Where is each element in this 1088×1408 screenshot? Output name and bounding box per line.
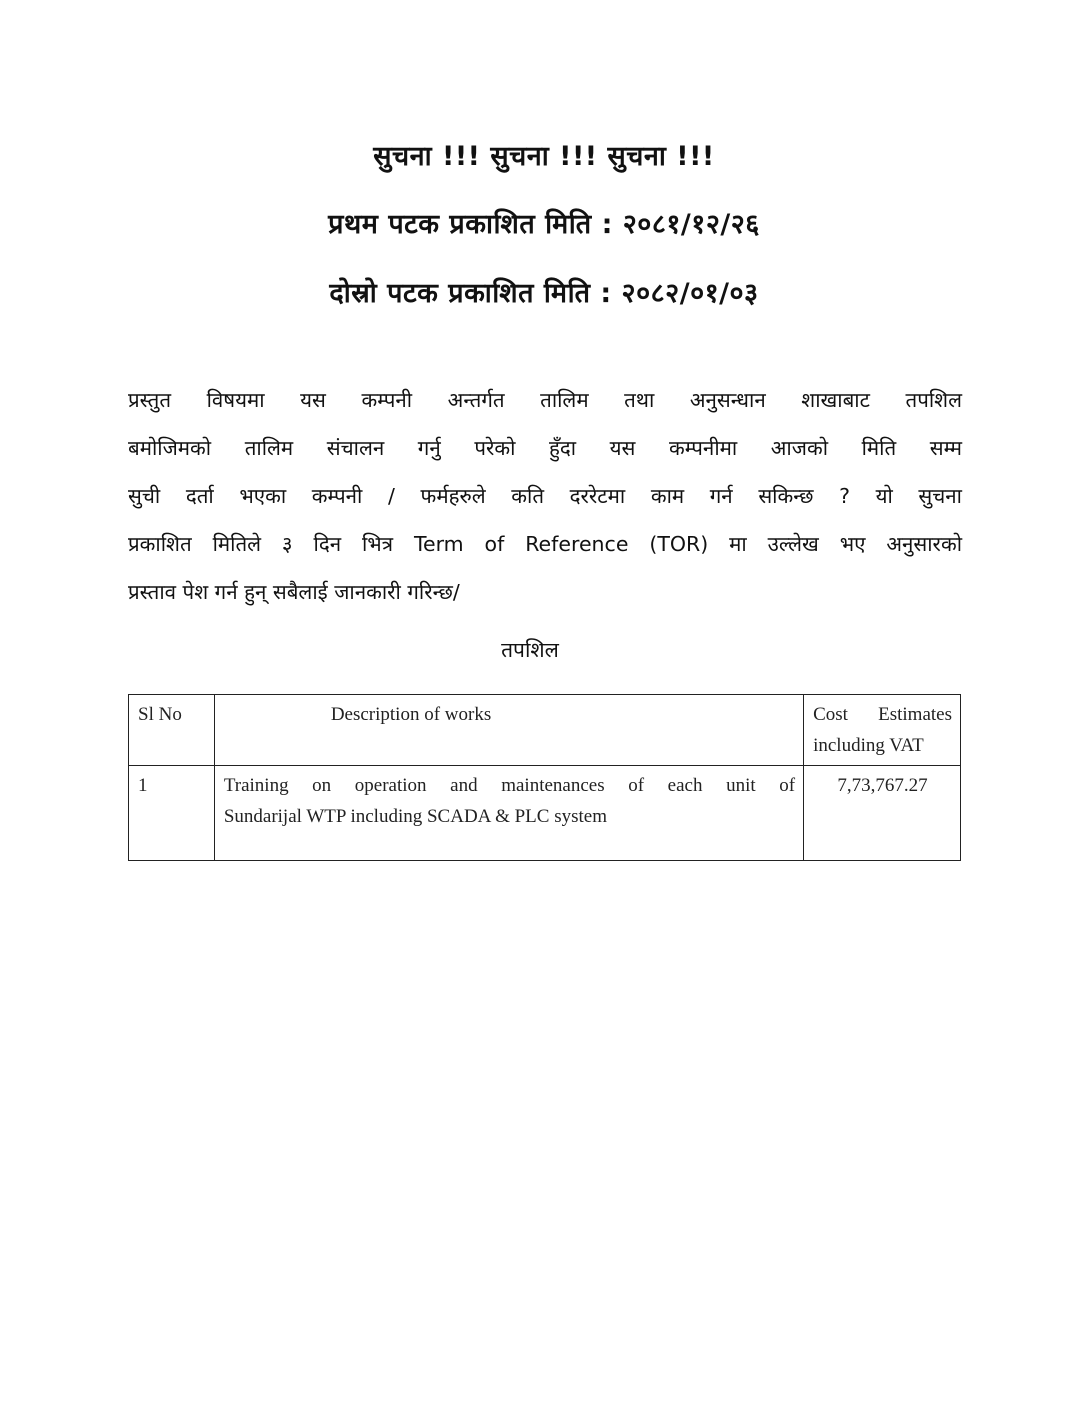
- body-line: प्रकाशित मितिले ३ दिन भित्र Term of Reference (TOR) मा उल्लेख भए अनुसारको: [128, 532, 962, 556]
- notice-heading: सुचना !!! सुचना !!! सुचना !!!: [373, 141, 715, 172]
- header-sl-no: Sl No: [129, 695, 215, 766]
- row-description: [214, 766, 803, 861]
- row-sl-no: 1: [129, 766, 215, 861]
- table-row: [129, 766, 961, 861]
- annex-title: तपशिल: [501, 638, 559, 662]
- row-description-line2: Sundarijal WTP including SCADA & PLC system: [223, 806, 607, 827]
- header-cost: [804, 695, 961, 766]
- table-header-row: [129, 695, 961, 766]
- header-cost-line1: Cost Estimates: [813, 704, 952, 725]
- row-cost: 7,73,767.27: [804, 766, 961, 861]
- body-line: बमोजिमको तालिम संचालन गर्नु परेको हुँदा यस कम्पनीमा आजको मिति सम्म: [128, 436, 962, 460]
- body-line: प्रस्ताव पेश गर्न हुन् सबैलाई जानकारी गरिन्छ/: [128, 580, 460, 604]
- header-description: Description of works: [214, 695, 803, 766]
- body-line: सुची दर्ता भएका कम्पनी / फर्महरुले कति दररेटमा काम गर्न सकिन्छ ? यो सुचना: [128, 484, 962, 508]
- first-published-date: प्रथम पटक प्रकाशित मिति : २०८१/१२/२६: [328, 209, 760, 240]
- row-description-line1: Training on operation and maintenances of each unit of: [223, 775, 796, 796]
- body-line: प्रस्तुत विषयमा यस कम्पनी अन्तर्गत तालिम तथा अनुसन्धान शाखाबाट तपशिल: [128, 388, 962, 412]
- header-cost-line2: including VAT: [813, 735, 924, 756]
- second-published-date: दोस्रो पटक प्रकाशित मिति : २०८२/०१/०३: [329, 278, 759, 309]
- notice-body: [128, 376, 962, 616]
- works-table: [128, 694, 961, 861]
